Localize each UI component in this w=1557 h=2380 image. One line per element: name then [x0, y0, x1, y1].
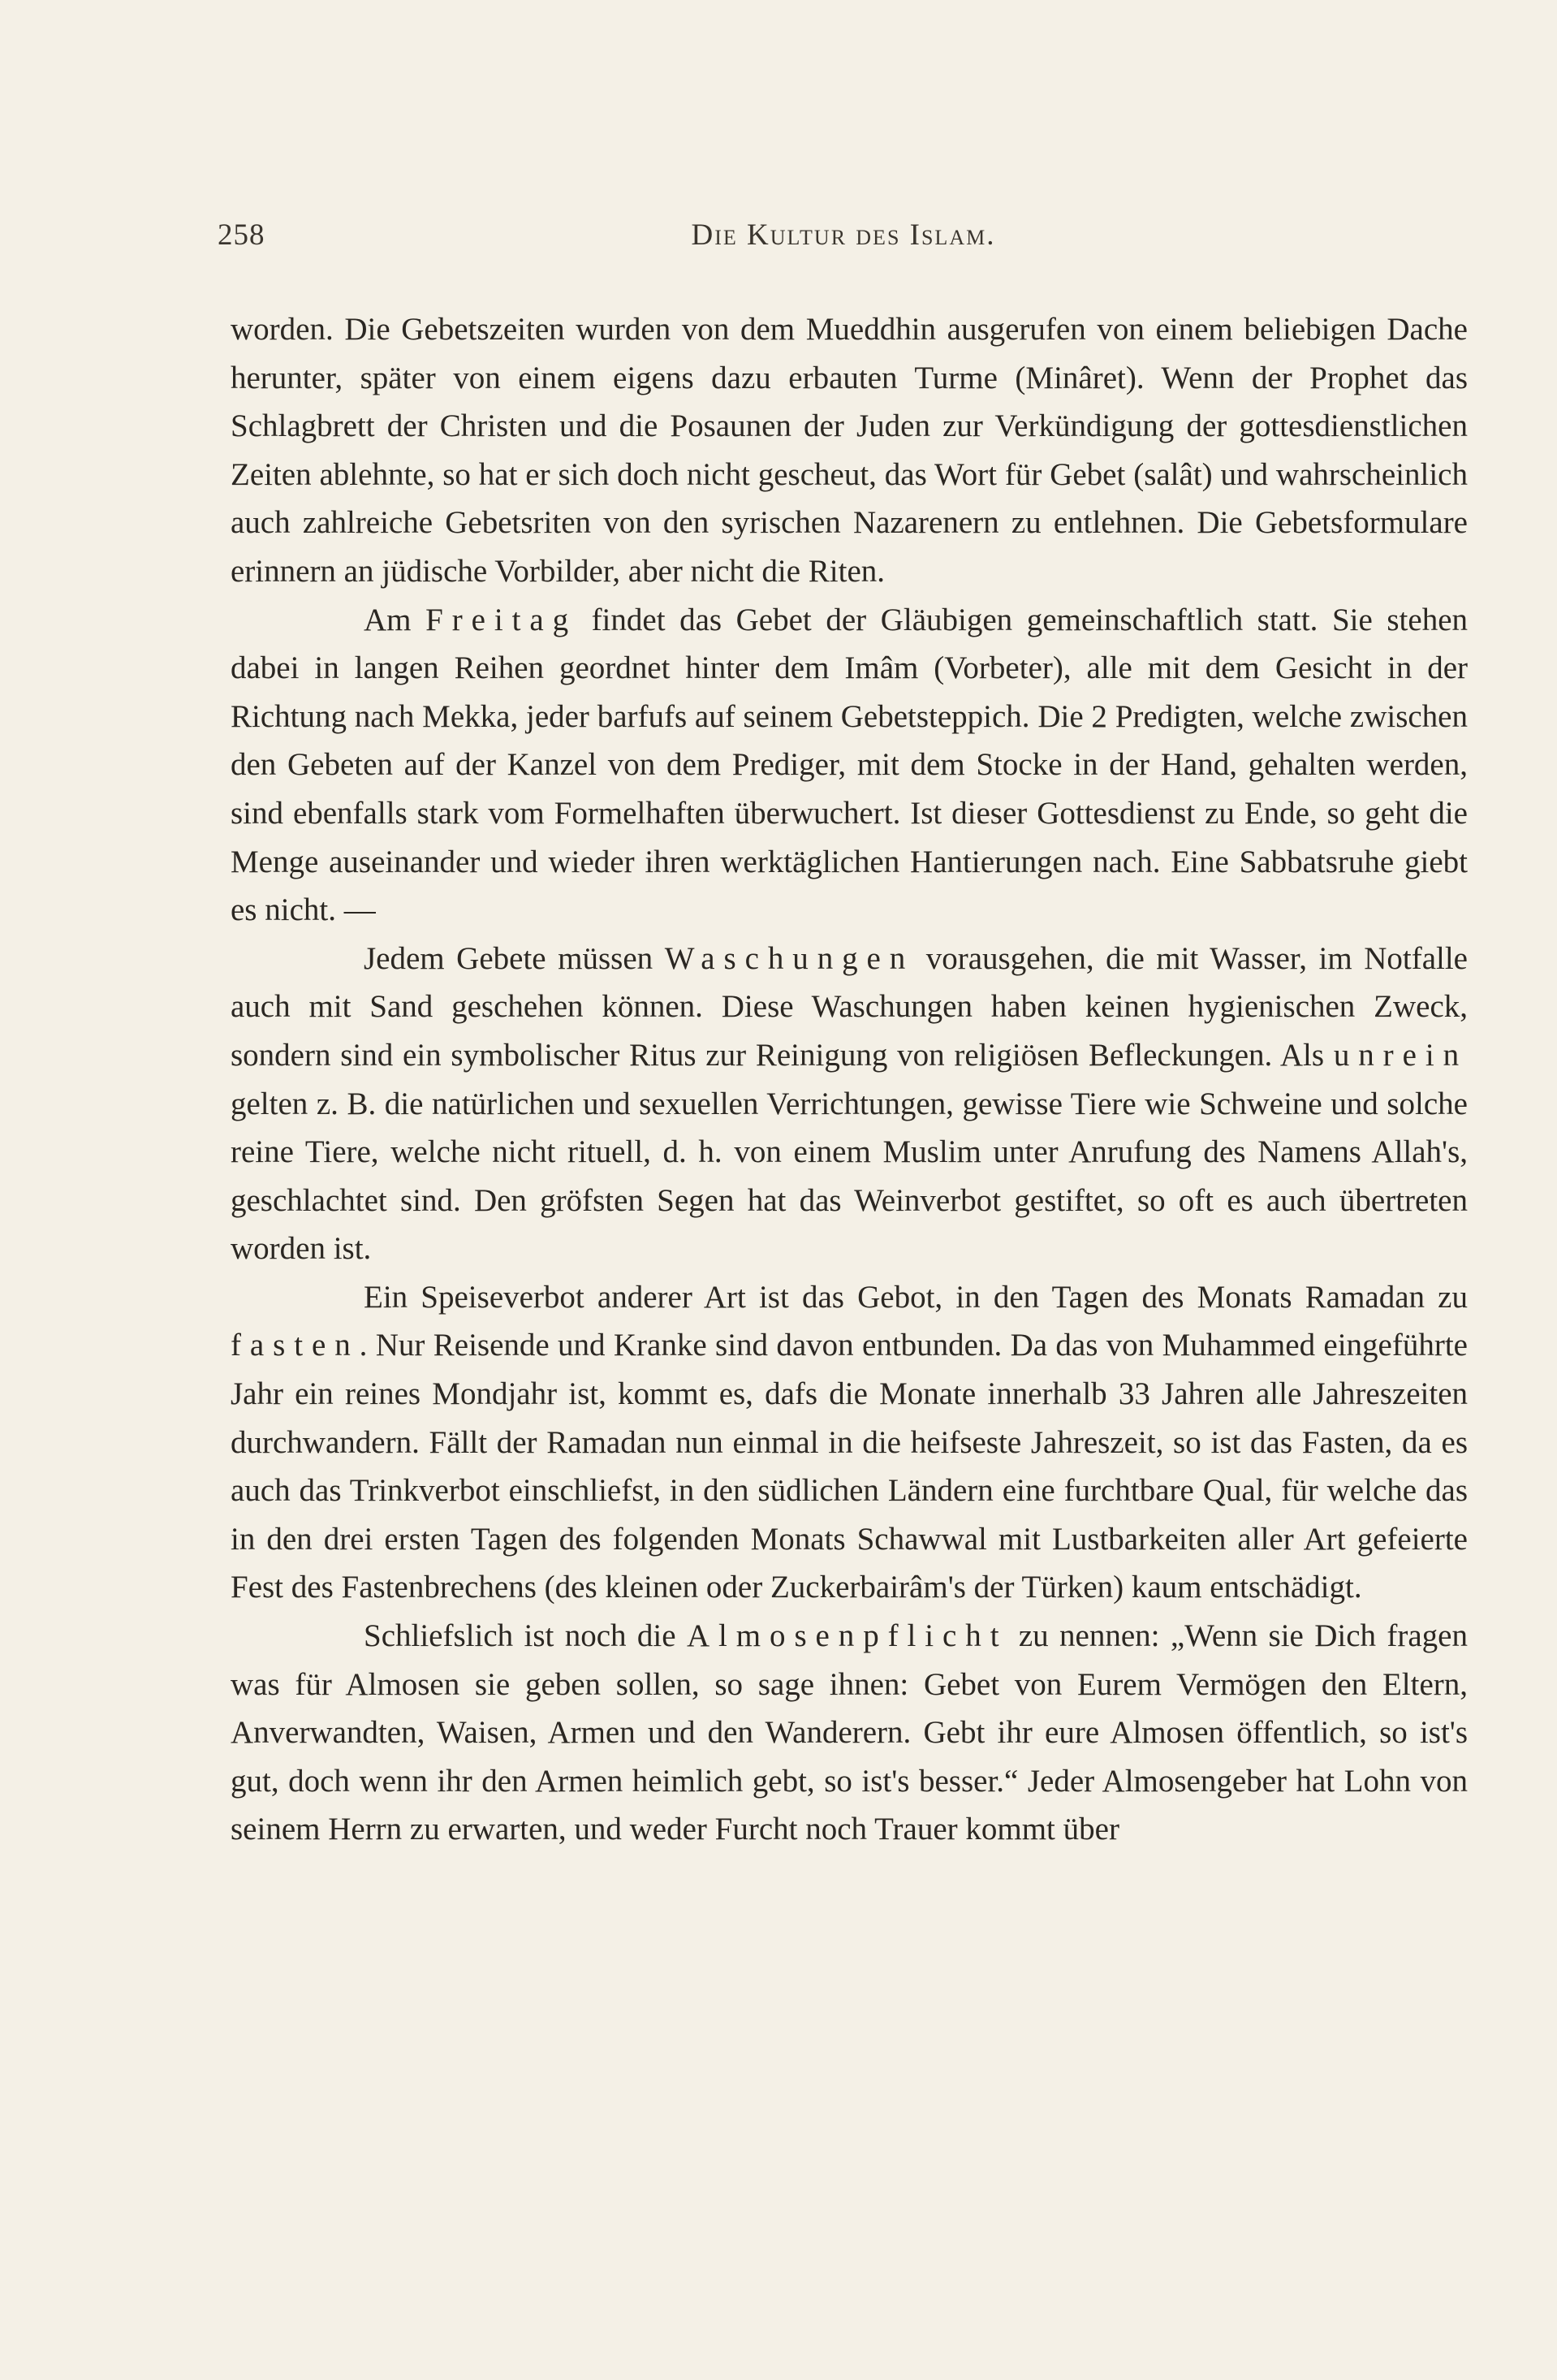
- paragraph-friday-prayer: [231, 596, 1468, 935]
- paragraph-ablutions: [231, 935, 1468, 1273]
- body-text: [231, 305, 1468, 1854]
- paragraph-prayer-times: [231, 305, 1468, 596]
- page-header: [218, 218, 1469, 266]
- text-run: . Nur Reisende und Kranke sind davon entbunden. Da das von Muhammed eingeführte Jahr ein reines Mondjahr ist, kommt es, dafs die Monate innerhalb 33 Jahren alle Jahreszeiten durchwandern. Fällt der Ramadan nun einmal in die heifseste Jahreszeit, so ist das Fasten, da es auch das Trinkverbot einschliefst, in den südlichen Ländern eine furchtbare Qual, für welche das in den drei ersten Tagen des folgenden Monats Schawwal mit Lustbarkeiten aller Art gefeierte Fest des Fastenbrechens (des kleinen oder Zuckerbairâm's der Türken) kaum entschädigt.: [231, 1328, 1468, 1605]
- text-run: gelten z. B. die natürlichen und sexuellen Verrichtungen, gewisse Tiere wie Schweine und solche reine Tiere, welche nicht rituell, d. h. von einem Muslim unter Anrufung des Namens Allah's, geschlachtet sind. Den gröfsten Segen hat das Weinverbot gestiftet, so oft es auch übertreten worden ist.: [231, 1086, 1468, 1267]
- text-run: Jedem Gebete müssen: [364, 940, 665, 976]
- emphasis-friday: Freitag: [425, 602, 577, 637]
- text-run: Am: [364, 602, 426, 637]
- text-run: vorausgehen, die mit Wasser, im Notfalle auch mit Sand geschehen können. Diese Waschungen haben keinen hygienischen Zweck, sondern sind ein symbolischer Ritus zur Reinigung von religiösen Befleckungen. Als: [231, 940, 1468, 1073]
- text-run: worden. Die Gebetszeiten wurden von dem Mueddhin ausgerufen von einem beliebigen Dache herunter, später von einem eigens dazu erbauten Turme (Minâret). Wenn der Prophet das Schlagbrett der Christen und die Posaunen der Juden zur Verkündigung der gottesdienstlichen Zeiten ablehnte, so hat er sich doch nicht gescheut, das Wort für Gebet (salât) und wahrscheinlich auch zahlreiche Gebetsriten von den syrischen Nazarenern zu entlehnen. Die Gebetsformulare erinnern an jüdische Vorbilder, aber nicht die Riten.: [231, 312, 1468, 589]
- text-run: findet das Gebet der Gläubigen gemeinschaftlich statt. Sie stehen dabei in langen Reihen geordnet hinter dem Imâm (Vorbeter), alle mit dem Gesicht in der Richtung nach Mekka, jeder barfufs auf seinem Gebetsteppich. Die 2 Predigten, welche zwischen den Gebeten auf der Kanzel von dem Prediger, mit dem Stocke in der Hand, gehalten werden, sind ebenfalls stark vom Formelhaften überwuchert. Ist dieser Gottesdienst zu Ende, so geht die Menge auseinander und wieder ihren werktäglichen Hantierungen nach. Eine Sabbatsruhe giebt es nicht. —: [231, 602, 1469, 928]
- emphasis-waschungen: Waschungen: [664, 940, 915, 976]
- text-run: zu nennen: „Wenn sie Dich fragen was für Almosen sie geben sollen, so sage ihnen: Gebet von Eurem Vermögen den Eltern, Anverwandten, Waisen, Armen und den Wanderern. Gebt ihr eure Almosen öffentlich, so ist's gut, doch wenn ihr den Armen heimlich gebt, so ist's besser.“ Jeder Almosengeber hat Lohn von seinem Herrn zu erwarten, und weder Furcht noch Trauer kommt über: [231, 1618, 1468, 1847]
- page-number: 258: [218, 218, 265, 252]
- text-run: Ein Speiseverbot anderer Art ist das Gebot, in den Tagen des Monats Ramadan zu: [364, 1279, 1468, 1315]
- emphasis-unrein: unrein: [1333, 1037, 1468, 1073]
- paragraph-alms: [231, 1612, 1468, 1854]
- text-run: Schliefslich ist noch die: [364, 1618, 687, 1654]
- paragraph-fasting: [231, 1273, 1468, 1612]
- emphasis-almosenpflicht: Almosenpflicht: [686, 1618, 1008, 1654]
- running-title: Die Kultur des Islam.: [691, 218, 996, 252]
- emphasis-fasten: fasten: [231, 1328, 360, 1363]
